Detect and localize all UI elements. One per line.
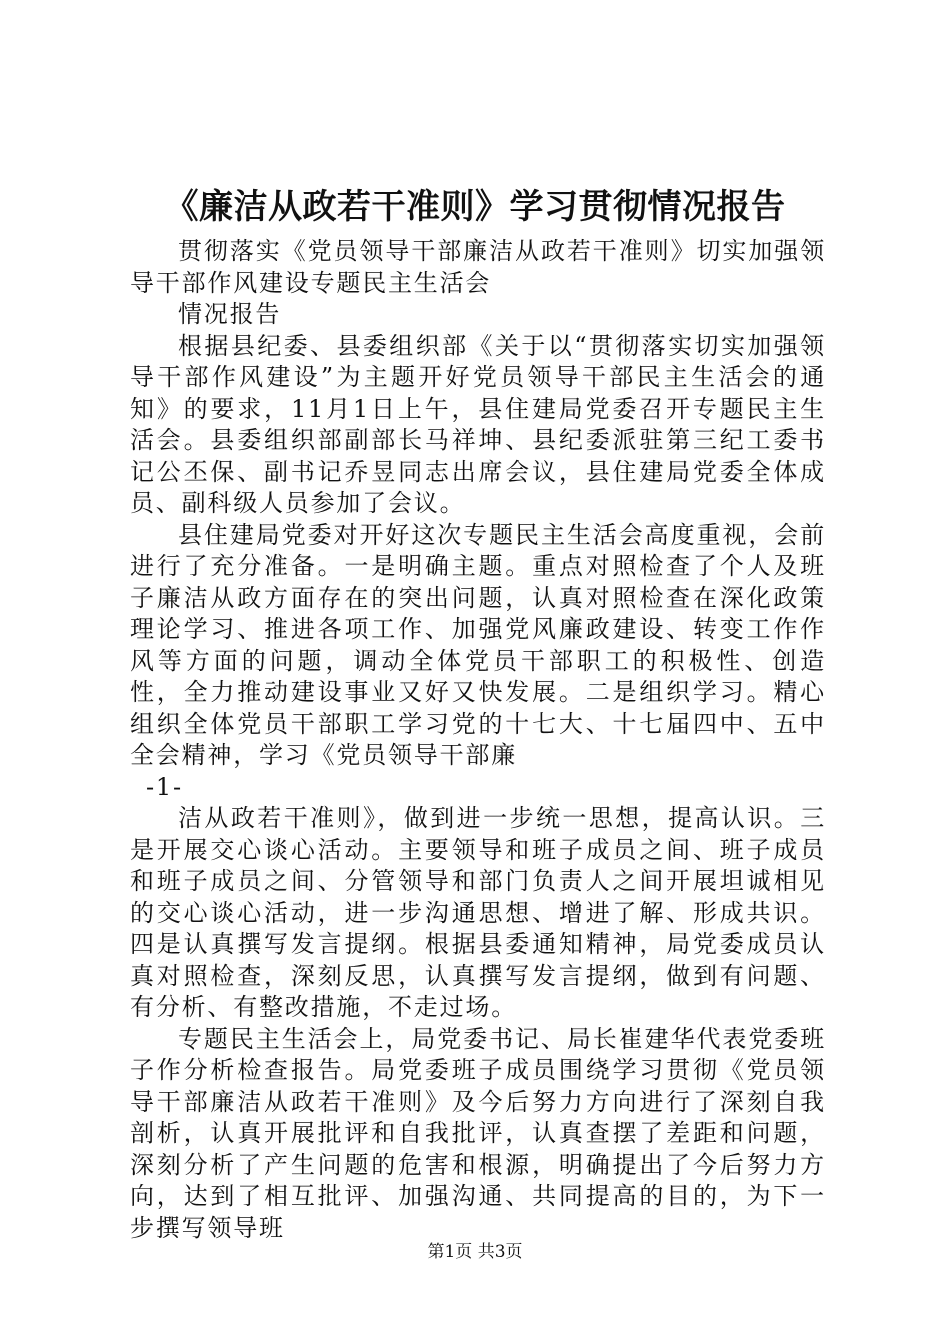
paragraph-preparation: 县住建局党委对开好这次专题民主生活会高度重视，会前进行了充分准备。一是明确主题。重点对照检查了个人及班子廉洁从政方面存在的突出问题，认真对照检查在深化政策理论学习、推进各项工作、加强党风廉政建设、转变工作作风等方面的问题，调动全体党员干部职工的积极性、创造性，全力推动建设事业又好又快发展。二是组织学习。精心组织全体党员干部职工学习党的十七大、十七届四中、五中全会精神，学习《党员领导干部廉 — [130, 520, 826, 769]
document-body — [130, 236, 826, 1244]
document-title: 《廉洁从政若干准则》学习贯彻情况报告 — [164, 187, 786, 227]
page-footer: 第1页 共3页 — [427, 1242, 523, 1262]
inline-page-number: -1- — [146, 772, 183, 801]
paragraph-heading-line2: 情况报告 — [178, 300, 282, 328]
paragraph-preparation-continued: 洁从政若干准则》，做到进一步统一思想，提高认识。三是开展交心谈心活动。主要领导和班子成员之间、班子成员和班子成员之间、分管领导和部门负责人之间开展坦诚相见的交心谈心活动，进一步沟通思想、增进了解、形成共识。四是认真撰写发言提纲。根据县委通知精神，局党委成员认真对照检查，深刻反思，认真撰写发言提纲，做到有问题、有分析、有整改措施，不走过场。 — [130, 804, 826, 1021]
paragraph-meeting: 专题民主生活会上，局党委书记、局长崔建华代表党委班子作分析检查报告。局党委班子成员围绕学习贯彻《党员领导干部廉洁从政若干准则》及今后努力方向进行了深刻自我剖析，认真开展批评和自我批评，认真查摆了差距和问题，深刻分析了产生问题的危害和根源，明确提出了今后努力方向，达到了相互批评、加强沟通、共同提高的目的，为下一步撰写领导班 — [130, 1024, 826, 1242]
paragraph-background: 根据县纪委、县委组织部《关于以“贯彻落实切实加强领导干部作风建设”为主题开好党员领导干部民主生活会的通知》的要求，11月1日上午，县住建局党委召开专题民主生活会。县委组织部副部长马祥坤、县纪委派驻第三纪工委书记公丕保、副书记乔昱同志出席会议，县住建局党委全体成员、副科级人员参加了会议。 — [130, 331, 826, 517]
paragraph-heading-line1: 贯彻落实《党员领导干部廉洁从政若干准则》切实加强领导干部作风建设专题民主生活会 — [130, 237, 826, 297]
